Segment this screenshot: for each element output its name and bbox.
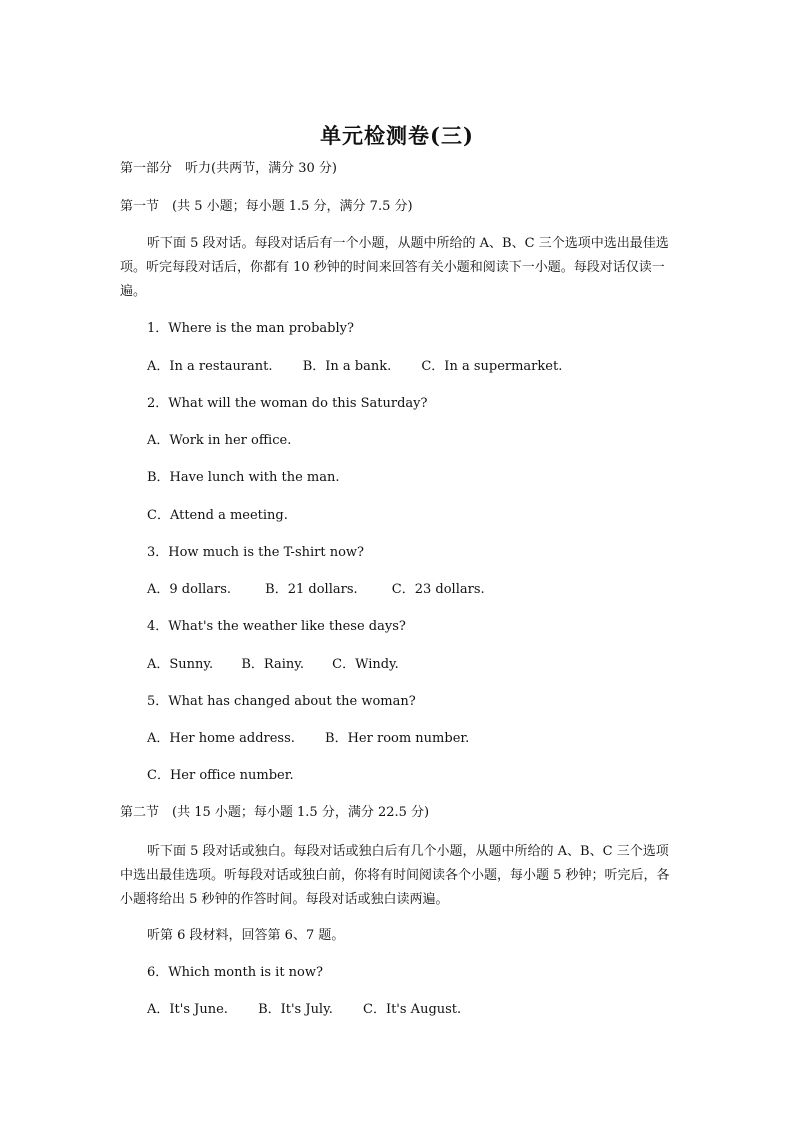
question-2-option-b: B．Have lunch with the man. xyxy=(147,470,340,485)
question-6-stem: 6．Which month is it now? xyxy=(147,965,323,980)
section1-instructions: 听下面 5 段对话。每段对话后有一个小题，从题中所给的 A、B、C 三个选项中选出最佳选项。听完每段对话后，你都有 10 秒钟的时间来回答有关小题和阅读下一小题。每段对话仅读一遍。 xyxy=(120,236,669,299)
question-4-stem: 4．What's the weather like these days? xyxy=(147,619,406,634)
question-5-option-a: A．Her home address. xyxy=(147,731,295,746)
question-2-option-c: C．Attend a meeting. xyxy=(147,508,288,523)
question-5-option-c: C．Her office number. xyxy=(147,768,294,783)
section1-heading: 第一节 (共 5 小题；每小题 1.5 分，满分 7.5 分) xyxy=(120,199,413,214)
section2-instructions: 听下面 5 段对话或独白。每段对话或独白后有几个小题，从题中所给的 A、B、C 三个选项中选出最佳选项。听每段对话或独白前，你将有时间阅读各个小题，每小题 5 秒钟；听完后，各小题将给出 5 秒钟的作答时间。每段对话或独白读两遍。 xyxy=(120,844,670,907)
question-1-stem: 1．Where is the man probably? xyxy=(147,321,354,336)
question-6-option-b: B．It's July. xyxy=(258,1002,333,1017)
question-5-option-b: B．Her room number. xyxy=(325,731,470,746)
question-2-option-a: A．Work in her office. xyxy=(147,433,292,448)
question-3-options xyxy=(147,581,707,599)
question-3-stem: 3．How much is the T-shirt now? xyxy=(147,545,365,560)
section2-heading: 第二节 (共 15 小题；每小题 1.5 分，满分 22.5 分) xyxy=(120,805,430,820)
question-4-option-c: C．Windy. xyxy=(332,657,399,672)
question-4-option-a: A．Sunny. xyxy=(147,657,214,672)
question-6-options xyxy=(147,1001,707,1019)
question-1-option-b: B．In a bank. xyxy=(302,359,392,374)
page-title: 单元检测卷(三) xyxy=(320,123,474,148)
part1-heading: 第一部分 听力(共两节，满分 30 分) xyxy=(120,161,337,176)
question-5-stem: 5．What has changed about the woman? xyxy=(147,694,416,709)
question-1-option-a: A．In a restaurant. xyxy=(147,359,273,374)
question-1-option-c: C．In a supermarket. xyxy=(421,359,563,374)
question-4-option-b: B．Rainy. xyxy=(241,657,304,672)
question-6-option-a: A．It's June. xyxy=(147,1002,228,1017)
question-6-option-c: C．It's August. xyxy=(363,1002,462,1017)
material-note: 听第 6 段材料，回答第 6、7 题。 xyxy=(147,928,345,943)
question-3-option-c: C．23 dollars. xyxy=(391,582,485,597)
question-4-options xyxy=(147,656,707,674)
question-2-stem: 2．What will the woman do this Saturday? xyxy=(147,396,428,411)
question-3-option-b: B．21 dollars. xyxy=(265,582,358,597)
question-5-options xyxy=(147,730,707,748)
question-3-option-a: A．9 dollars. xyxy=(147,582,232,597)
question-1-options xyxy=(147,358,707,376)
